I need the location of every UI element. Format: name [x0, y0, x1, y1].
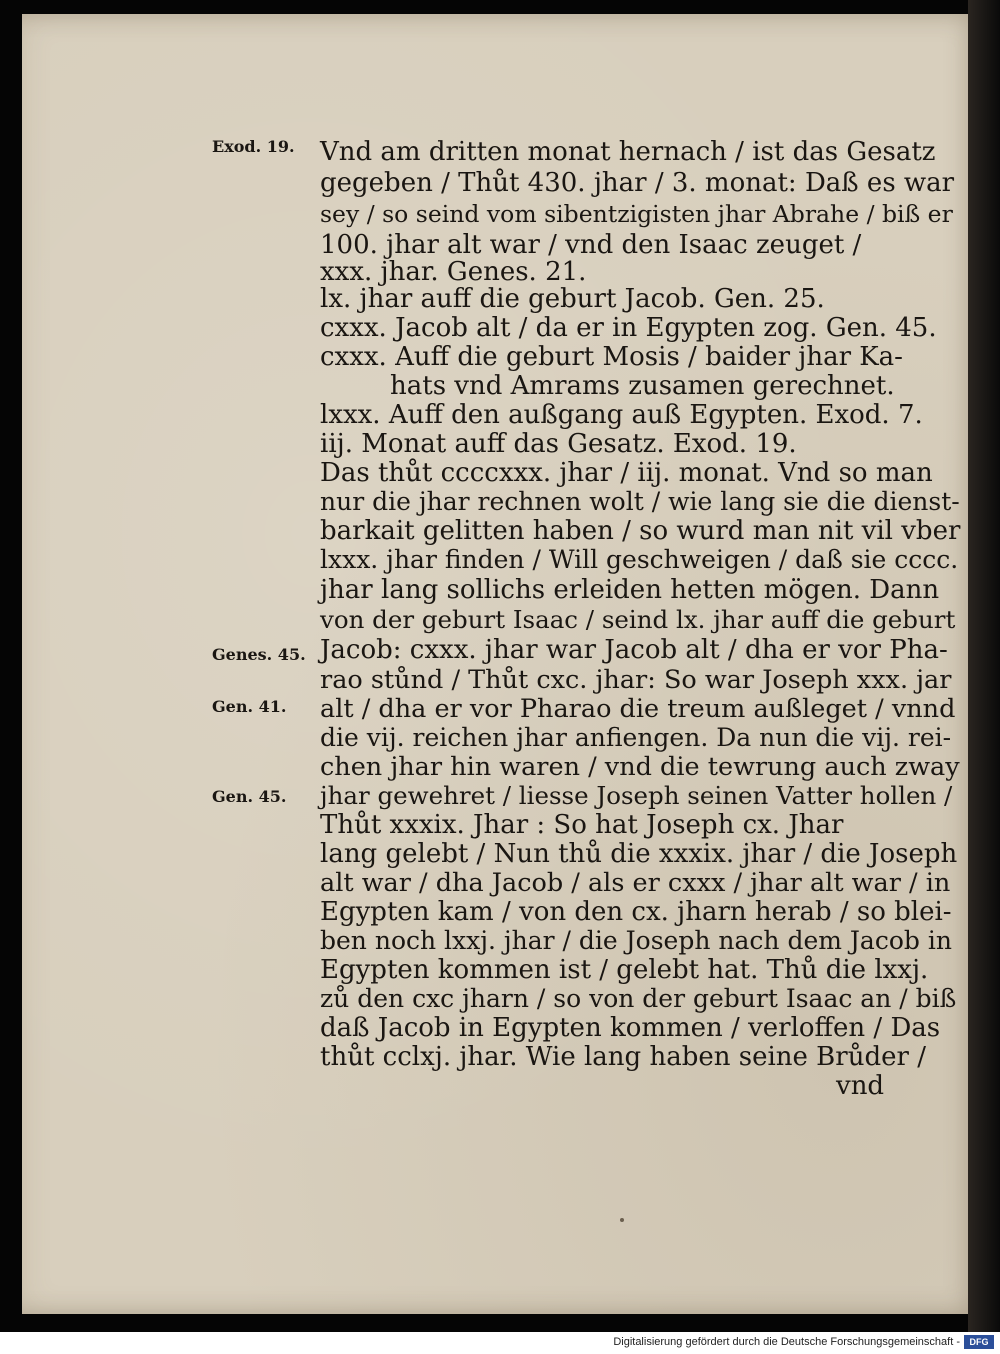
margin-note-exod-19: Exod. 19.	[212, 137, 295, 156]
text-line: Egypten kam / von den cx. jharn herab / so blei-	[320, 897, 952, 927]
dfg-logo: DFG	[964, 1335, 994, 1349]
text-line: daß Jacob in Egypten kommen / verloffen / Das	[320, 1013, 941, 1043]
margin-note-gen-45: Gen. 45.	[212, 787, 287, 806]
text-line: lxxx. Auff den außgang auß Egypten. Exod. 7.	[320, 400, 923, 430]
text-line: lang gelebt / Nun thů die xxxix. jhar / die Joseph	[320, 839, 958, 869]
text-line: Das thůt ccccxxx. jhar / iij. monat. Vnd so man	[320, 458, 933, 488]
text-line: alt / dha er vor Pharao die treum außleget / vnnd	[320, 694, 956, 724]
text-line: gegeben / Thůt 430. jhar / 3. monat: Daß es war	[320, 168, 955, 198]
text-line: ben noch lxxj. jhar / die Joseph nach dem Jacob in	[320, 926, 952, 955]
text-line: von der geburt Isaac / seind lx. jhar auff die geburt	[320, 605, 956, 634]
text-line: rao stůnd / Thůt cxc. jhar: So war Joseph xxx. jar	[320, 665, 952, 695]
text-line: jhar lang sollichs erleiden hetten mögen. Dann	[320, 575, 940, 605]
text-line: nur die jhar rechnen wolt / wie lang sie die dienst-	[320, 487, 960, 516]
text-line: Jacob: cxxx. jhar war Jacob alt / dha er vor Pha-	[320, 635, 948, 665]
text-line: lxxx. jhar finden / Will geschweigen / daß sie cccc.	[320, 545, 959, 574]
text-line: xxx. jhar. Genes. 21.	[320, 257, 587, 287]
text-line: alt war / dha Jacob / als er cxxx / jhar alt war / in	[320, 868, 951, 898]
text-line: chen jhar hin waren / vnd die tewrung auch zway	[320, 752, 960, 782]
text-line: zů den cxc jharn / so von der geburt Isaac an / biß	[320, 984, 957, 1013]
text-line: 100. jhar alt war / vnd den Isaac zeuget /	[320, 230, 862, 260]
paper-speck	[620, 1218, 624, 1222]
text-line: iij. Monat auff das Gesatz. Exod. 19.	[320, 429, 797, 459]
margin-note-gen-41: Gen. 41.	[212, 697, 287, 716]
catchword: vnd	[836, 1071, 885, 1101]
text-line: hats vnd Amrams zusamen gerechnet.	[390, 371, 895, 401]
footer-credit: Digitalisierung gefördert durch die Deutsche Forschungsgemeinschaft -	[613, 1336, 960, 1348]
text-line: die vij. reichen jhar anfiengen. Da nun die vij. rei-	[320, 723, 952, 752]
text-line: lx. jhar auff die geburt Jacob. Gen. 25.	[320, 284, 825, 314]
text-line: cxxx. Auff die geburt Mosis / baider jhar Ka-	[320, 342, 903, 372]
book-spine-shadow	[968, 0, 1000, 1332]
text-line: Vnd am dritten monat hernach / ist das Gesatz	[320, 137, 936, 167]
text-line: jhar gewehret / liesse Joseph seinen Vatter hollen /	[320, 781, 953, 810]
text-line: sey / so seind vom sibentzigisten jhar Abrahe / biß er	[320, 200, 953, 228]
text-line: Thůt xxxix. Jhar : So hat Joseph cx. Jhar	[320, 810, 844, 840]
text-line: thůt cclxj. jhar. Wie lang haben seine Brůder /	[320, 1042, 926, 1072]
margin-note-genes-45: Genes. 45.	[212, 645, 306, 664]
text-line: Egypten kommen ist / gelebt hat. Thů die lxxj.	[320, 955, 929, 985]
text-line: cxxx. Jacob alt / da er in Egypten zog. Gen. 45.	[320, 313, 937, 343]
text-line: barkait gelitten haben / so wurd man nit vil vber	[320, 516, 961, 546]
